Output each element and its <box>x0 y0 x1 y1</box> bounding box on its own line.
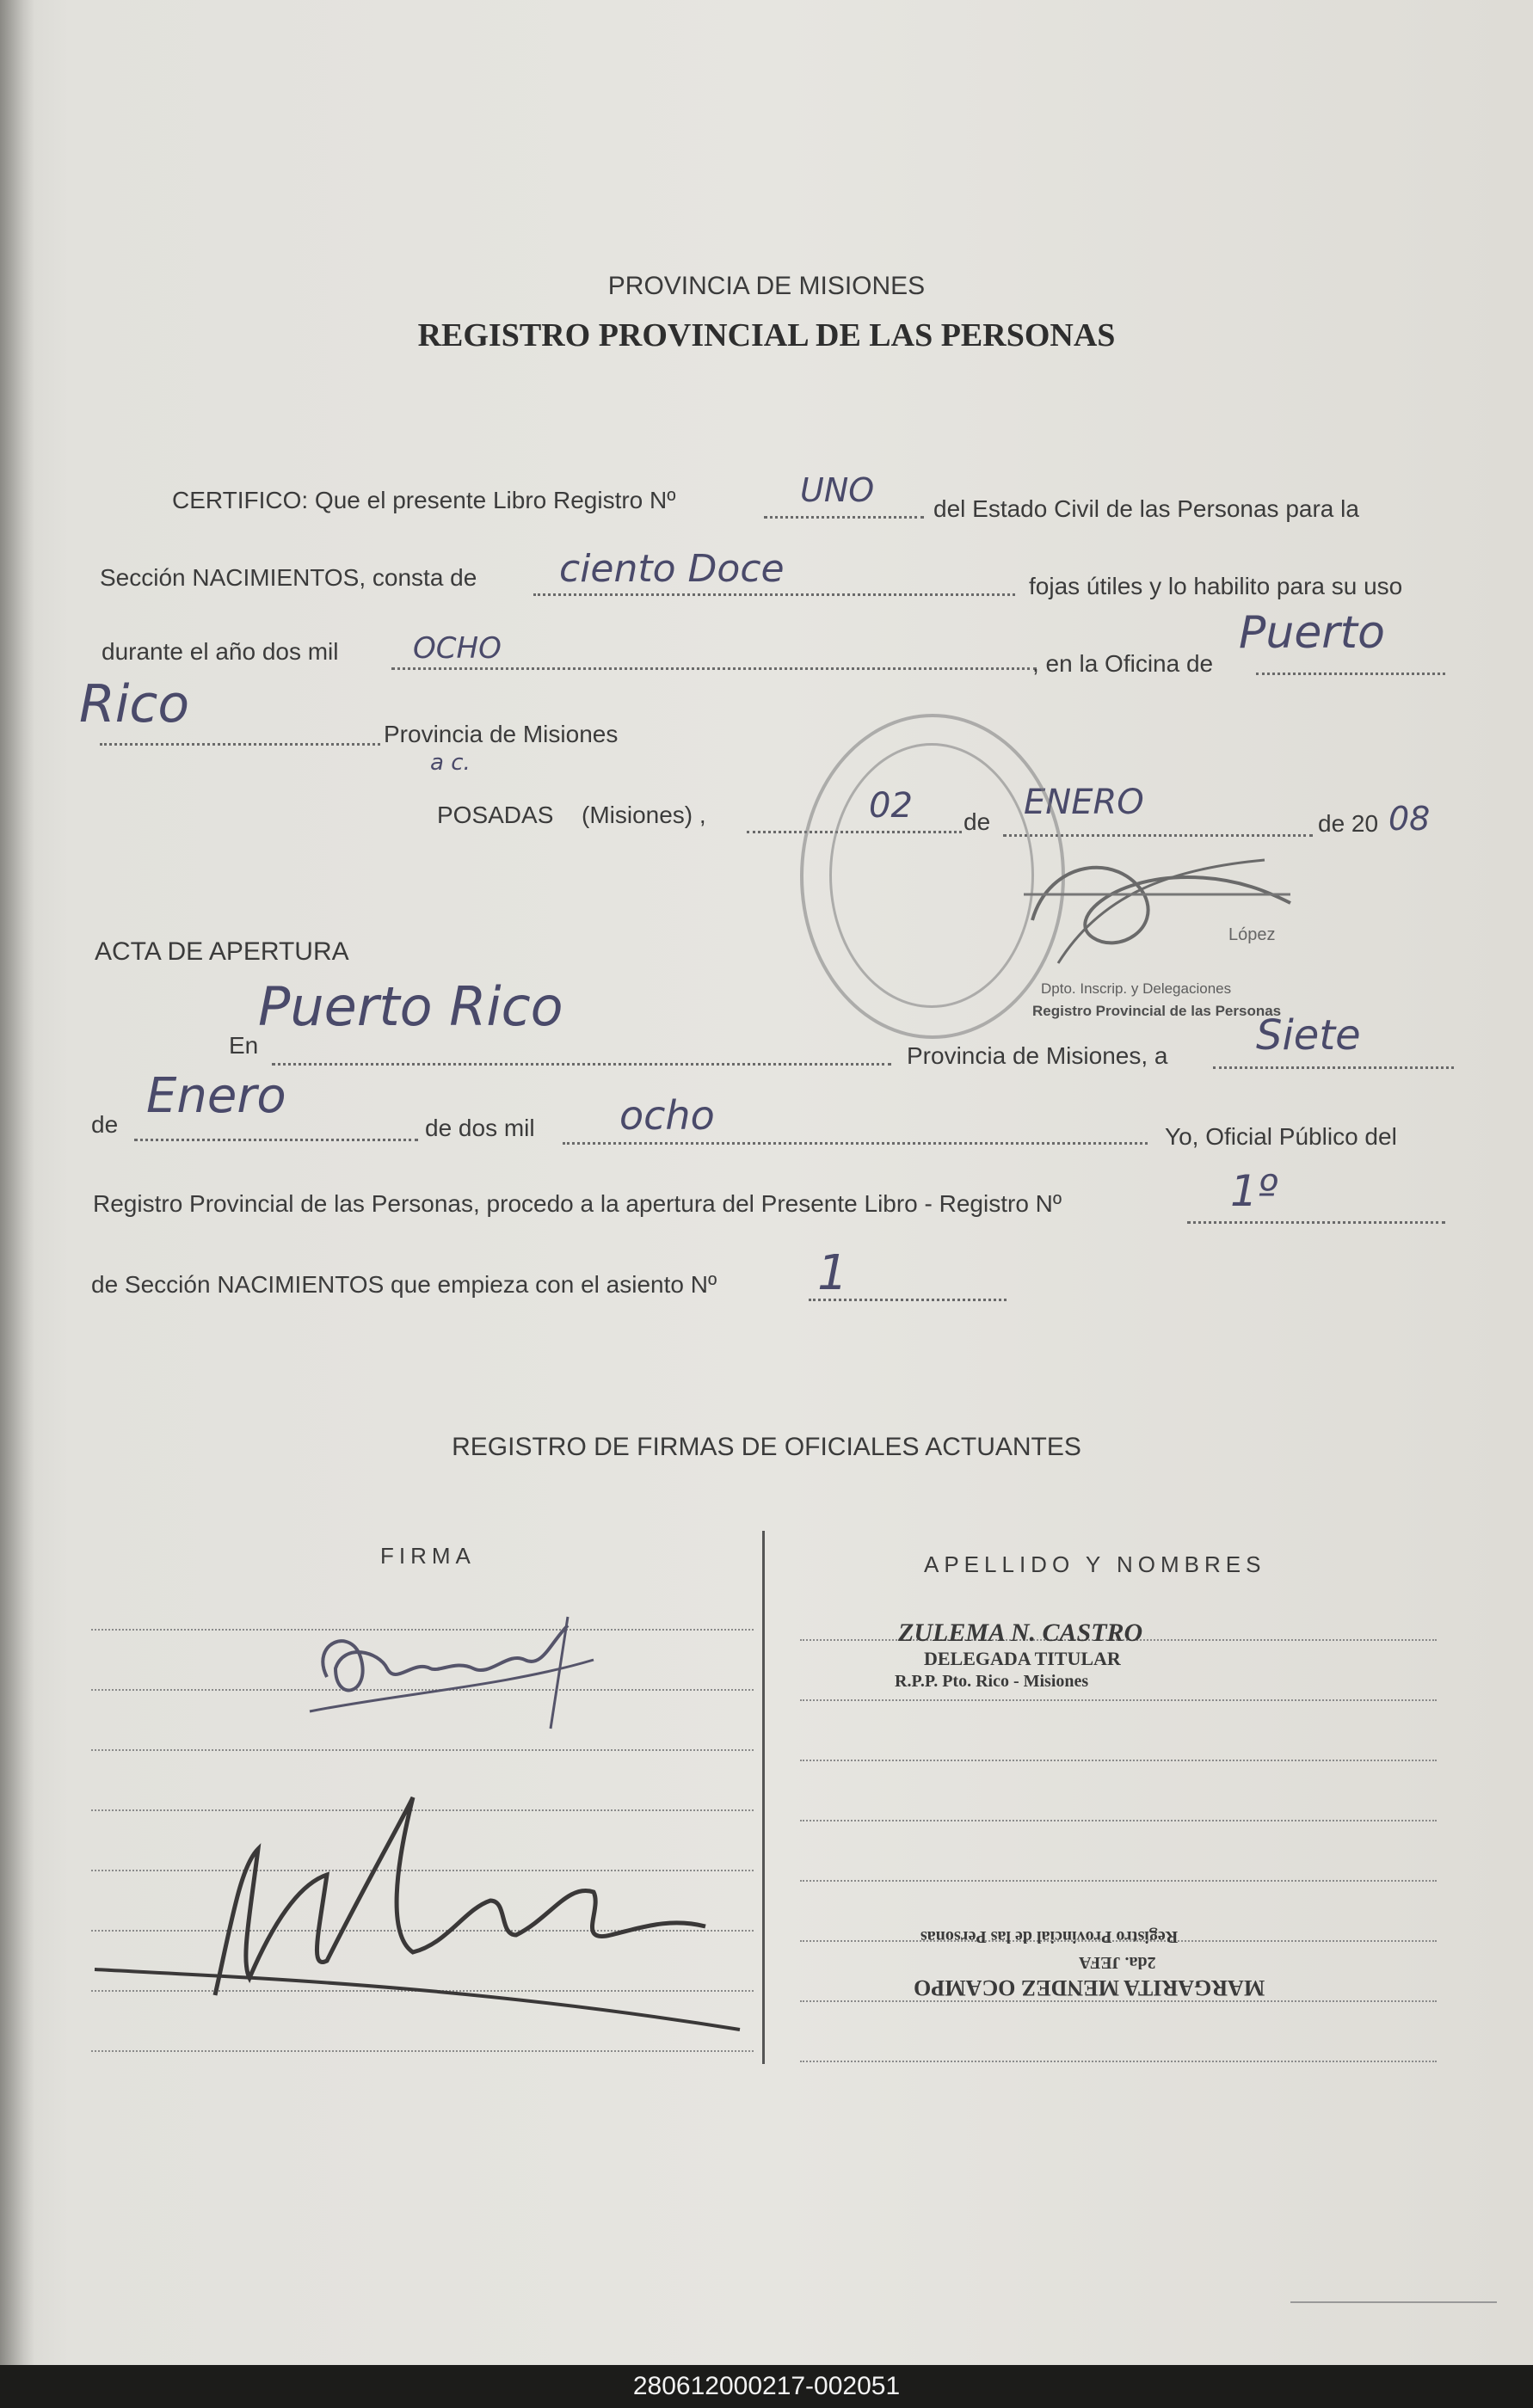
officer2-role-stamp: 2da. JEFA <box>1079 1953 1156 1972</box>
stamp-official-text-1: López <box>1228 925 1276 944</box>
dotted-line <box>1187 1221 1445 1224</box>
row-line <box>800 1820 1437 1821</box>
year-label: de 20 <box>1318 810 1379 837</box>
cert-line4-suffix: Provincia de Misiones <box>384 721 619 747</box>
de-label: de <box>964 808 991 835</box>
officer-label: Yo, Oficial Público del <box>1165 1123 1397 1150</box>
hw-opening-day: Siete <box>1256 1011 1361 1060</box>
hw-register-no: 1º <box>1230 1166 1278 1216</box>
header-registry: REGISTRO PROVINCIAL DE LAS PERSONAS <box>417 317 1116 353</box>
en-label: En <box>229 1032 259 1059</box>
cert-line1-prefix: CERTIFICO: Que el presente Libro Registro Nº <box>172 487 676 513</box>
hw-day: 02 <box>869 786 913 826</box>
section-line: de Sección NACIMIENTOS que empieza con el asiento Nº <box>91 1271 717 1298</box>
de-label-2: de <box>91 1111 119 1138</box>
dotted-line <box>391 667 1037 670</box>
column-divider <box>762 1531 765 2064</box>
cert-line3-prefix: durante el año dos mil <box>102 638 339 665</box>
dotted-line <box>563 1142 1148 1145</box>
dotted-line <box>533 593 1015 596</box>
province-label: Provincia de Misiones, a <box>907 1042 1168 1069</box>
signature-officer-1 <box>292 1608 619 1746</box>
seal-inner-ring <box>829 743 1034 1008</box>
hw-asiento: 1 <box>817 1245 848 1301</box>
dotted-line <box>100 743 380 746</box>
row-line <box>91 2050 754 2052</box>
cert-line3-mid: , en la Oficina de <box>1032 650 1214 677</box>
hw-opening-place: Puerto Rico <box>258 975 563 1038</box>
signatures-title: REGISTRO DE FIRMAS DE OFICIALES ACTUANTES <box>452 1433 1081 1461</box>
row-line <box>800 1699 1437 1701</box>
officer1-name-stamp: ZULEMA N. CASTRO <box>898 1619 1143 1647</box>
row-line <box>800 1760 1437 1761</box>
col-nombres-header: APELLIDO Y NOMBRES <box>924 1551 1266 1577</box>
opening-title: ACTA DE APERTURA <box>95 937 349 966</box>
registry-line: Registro Provincial de las Personas, procedo a la apertura del Presente Libro - Registro Nº <box>93 1190 1062 1217</box>
officer1-office-stamp: R.P.P. Pto. Rico - Misiones <box>895 1672 1089 1691</box>
row-line <box>91 1749 754 1751</box>
dotted-line <box>272 1063 891 1066</box>
col-firma-header: FIRMA <box>380 1543 476 1569</box>
header-province: PROVINCIA DE MISIONES <box>607 272 926 300</box>
hw-year: OCHO <box>413 631 502 666</box>
place-label: POSADAS <box>437 802 554 828</box>
row-line <box>800 1880 1437 1882</box>
cert-line1-suffix: del Estado Civil de las Personas para la <box>933 495 1359 522</box>
dotted-line <box>764 516 924 519</box>
hw-month: ENERO <box>1024 783 1144 822</box>
signature-officer-2 <box>86 1763 740 2038</box>
bottom-rule <box>1290 2301 1497 2303</box>
book-spine-shadow <box>0 0 34 2365</box>
scan-id-footer: 280612000217-002051 <box>0 2365 1533 2408</box>
hw-small-note: a c. <box>430 750 471 776</box>
hw-office-1: Puerto <box>1239 607 1385 659</box>
cert-line2-prefix: Sección NACIMIENTOS, consta de <box>100 564 477 591</box>
hw-book-number: UNO <box>800 471 875 509</box>
row-line <box>800 2000 1437 2002</box>
officer1-role-stamp: DELEGADA TITULAR <box>924 1648 1121 1669</box>
row-line <box>800 2061 1437 2062</box>
cert-line2-suffix: fojas útiles y lo habilito para su uso <box>1029 573 1403 599</box>
hw-opening-month: Enero <box>146 1068 286 1124</box>
stamp-official-text-2: Dpto. Inscrip. y Delegaciones <box>1041 980 1232 997</box>
dotted-line <box>1213 1066 1454 1069</box>
hw-folios: ciento Doce <box>559 547 785 591</box>
stamp-official-text-3: Registro Provincial de las Personas <box>1032 1003 1282 1019</box>
official-signature-scribble <box>1015 843 1299 980</box>
place-paren: (Misiones) , <box>582 802 706 828</box>
officer2-name-stamp: MARGARITA MENDEZ OCAMPO <box>914 1975 1265 2000</box>
hw-opening-year: ocho <box>619 1092 715 1139</box>
hw-office-2: Rico <box>79 674 190 734</box>
year-label-2: de dos mil <box>425 1115 535 1141</box>
dotted-line <box>1256 673 1445 675</box>
hw-year-end: 08 <box>1388 800 1431 838</box>
dotted-line <box>134 1139 418 1141</box>
officer2-office-stamp: Registro Provincial de las Personas <box>920 1927 1179 1946</box>
